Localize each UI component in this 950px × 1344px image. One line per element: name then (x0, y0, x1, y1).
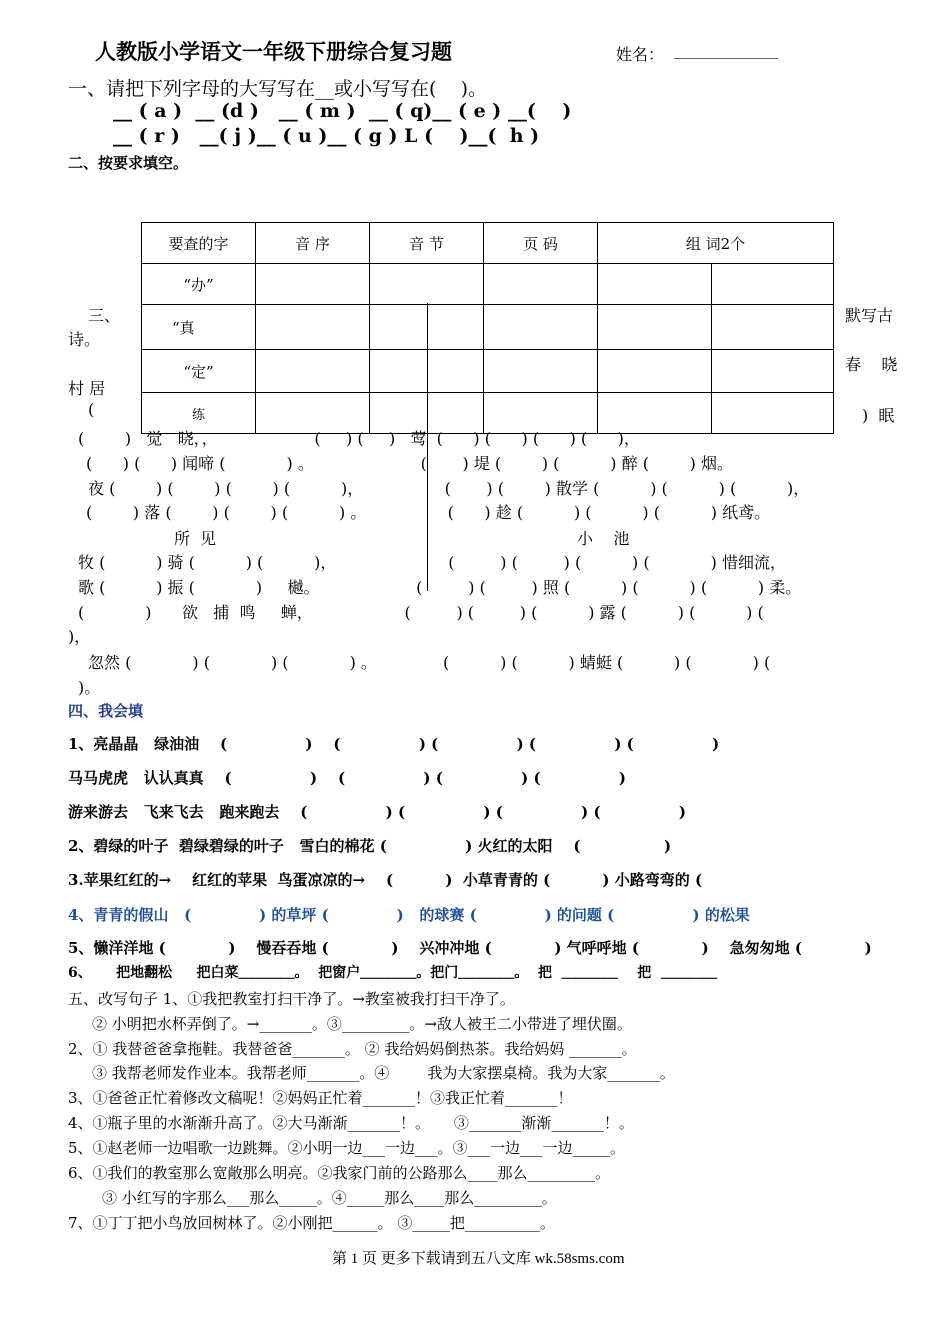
section2-heading: 二、按要求填空。 (68, 154, 189, 172)
row-char: “定” (142, 350, 256, 393)
blank-cell[interactable] (712, 393, 834, 434)
poem-line: ( ) ( ) 闻啼 ( ) 。 ( ) 堤 ( ) ( ) 醉 ( ) 烟。 (86, 454, 733, 473)
poem-line-a-right: ) 眠 (862, 406, 895, 425)
s5-line: 五、改写句子 1、①我把教室打扫干净了。→教室被我打扫干净了。 (68, 990, 515, 1008)
header-words: 组 词2个 (598, 223, 834, 264)
poem-line: ( ) 觉 晓，， ( ) ( ) 莺 ( ) ( ) ( ) ( )， (78, 429, 640, 448)
section1-heading: 一、请把下列字母的大写写在__或小写写在( )。 (68, 78, 487, 100)
poem-line: )， (68, 627, 91, 646)
s5-line: 2、① 我替爸爸拿拖鞋。我替爸爸_______。 ② 我给妈妈倒热茶。我给妈妈 _______。 (68, 1040, 637, 1058)
poem-title-xiaochi: 小 池 (577, 529, 630, 548)
q1-line-c: 游来游去 飞来飞去 跑来跑去 ( ) ( ) ( ) ( ) (68, 803, 686, 821)
blank-cell[interactable] (484, 350, 598, 393)
header-syllable: 音 节 (370, 223, 484, 264)
q1-line-a: 1、亮晶晶 绿油油 ( ) ( ) ( ) ( ) ( ) (68, 735, 720, 753)
dictionary-table (141, 222, 834, 434)
poem-line-a-left: ( (88, 400, 95, 419)
page-title: 人教版小学语文一年级下册综合复习题 (95, 39, 452, 64)
q3-line: 3.苹果红红的→ 红红的苹果 鸟蛋凉凉的→ ( ) 小草青青的 ( ) 小路弯弯的 ( (68, 871, 703, 889)
s5-line: ③ 我帮老师发作业本。我帮老师_______。④ 我为大家摆桌椅。我为大家_______。 (92, 1064, 675, 1082)
poem-line: 牧 ( ) 骑 ( ) ( )， ( ) ( ) ( ) ( ) 惜细流， (78, 553, 786, 572)
poem-line: ( ) 欲 捕 鸣 蝉， ( ) ( ) ( ) 露 ( ) ( ) ( (78, 603, 764, 622)
section3-label-right: 默写古 (845, 306, 894, 325)
poem-line: ( ) 落 ( ) ( ) ( ) 。 ( ) 趁 ( ) ( ) ( ) 纸鸢。 (86, 503, 771, 522)
page-footer: 第 1 页 更多下载请到五八文库 wk.58sms.com (332, 1251, 625, 1267)
name-field[interactable]: _____________ (674, 40, 778, 59)
poem-line: )。 (78, 678, 101, 697)
table-header-row (142, 223, 834, 264)
header-page: 页 码 (484, 223, 598, 264)
blank-cell[interactable] (370, 264, 484, 305)
section3-label: 三、 (88, 306, 121, 325)
poem-line: 歌 ( ) 振 ( ) 樾。 ( ) ( ) 照 ( ) ( ) ( ) 柔。 (78, 578, 802, 597)
table-row (142, 305, 834, 350)
section3-label-2: 诗。 (68, 330, 101, 349)
s5-line: 6、①我们的教室那么宽敞那么明亮。②我家门前的公路那么____那么_________。 (68, 1164, 611, 1182)
blank-cell[interactable] (484, 305, 598, 350)
table-row (142, 264, 834, 305)
blank-cell[interactable] (598, 264, 712, 305)
row-char: “办” (142, 264, 256, 305)
q2-line: 2、碧绿的叶子 碧绿碧绿的叶子 雪白的棉花 ( ) 火红的太阳 ( ) (68, 837, 672, 855)
s5-line: 4、①瓶子里的水渐渐升高了。②大马渐渐_______！。 ③_______渐渐_______！。 (68, 1114, 634, 1132)
q6-line: 6、 把地翻松 把白菜＿＿＿＿。 把窗户＿＿＿＿。把门＿＿＿＿。 把 ＿＿＿＿ 把 ＿＿＿＿ (68, 965, 717, 981)
s5-line: 5、①赵老师一边唱歌一边跳舞。②小明一边___一边___。③___一边___一边_____。 (68, 1139, 626, 1157)
blank-cell[interactable] (256, 305, 370, 350)
name-label: 姓名： (616, 45, 665, 64)
header-order: 音 序 (256, 223, 370, 264)
letters-row-2: __ ( r ) __( j )__ ( u )__ ( g ) L ( )__( h ) (113, 125, 540, 147)
letters-row-1: __ ( a ) __ (d ) __ ( m ) __ ( q)__ ( e ) __( ) (113, 100, 572, 122)
blank-cell[interactable] (712, 305, 834, 350)
section4-heading: 四、我会填 (68, 702, 144, 720)
blank-cell[interactable] (256, 264, 370, 305)
s5-line: 7、①丁丁把小鸟放回树林了。②小刚把______。 ③_____把__________。 (68, 1214, 555, 1232)
poem-line: 忽然 ( ) ( ) ( ) 。 ( ) ( ) 蜻蜓 ( ) ( ) ( (88, 653, 771, 672)
poem-title-chunxiao: 春 晓 (845, 355, 898, 374)
blank-cell[interactable] (256, 350, 370, 393)
q1-line-b: 马马虎虎 认认真真 ( ) ( ) ( ) ( ) (68, 769, 626, 787)
poem-title-suojian: 所 见 (174, 529, 217, 548)
q5-line: 5、懒洋洋地 ( ) 慢吞吞地 ( ) 兴冲冲地 ( ) 气呼呼地 ( ) 急匆匆地 ( ) (68, 939, 872, 957)
table-row (142, 350, 834, 393)
header-char: 要查的字 (142, 223, 256, 264)
s5-line: ③ 小红写的字那么___那么_____。④_____那么____那么_________。 (102, 1189, 557, 1207)
s5-line: 3、①爸爸正忙着修改文稿呢！②妈妈正忙着_______！③我正忙着_______！ (68, 1089, 573, 1107)
s5-line: ② 小明把水杯弄倒了。→_______。③_________。→敌人被王二小带进了埋伏圈。 (92, 1015, 632, 1033)
q4-line: 4、青青的假山 ( ) 的草坪 ( ) 的球赛 ( ) 的问题 ( ) 的松果 (68, 906, 750, 924)
poem-line: 夜 ( ) ( ) ( ) ( )， ( ) ( ) 散学 ( ) ( ) ( )， (88, 479, 810, 498)
blank-cell[interactable] (712, 350, 834, 393)
blank-cell[interactable] (484, 264, 598, 305)
blank-cell[interactable] (598, 350, 712, 393)
row-char: “真 (142, 305, 256, 350)
row-char: 练 (142, 393, 256, 434)
poem-title-cunju: 村 居 (68, 379, 106, 398)
blank-cell[interactable] (598, 305, 712, 350)
blank-cell[interactable] (712, 264, 834, 305)
